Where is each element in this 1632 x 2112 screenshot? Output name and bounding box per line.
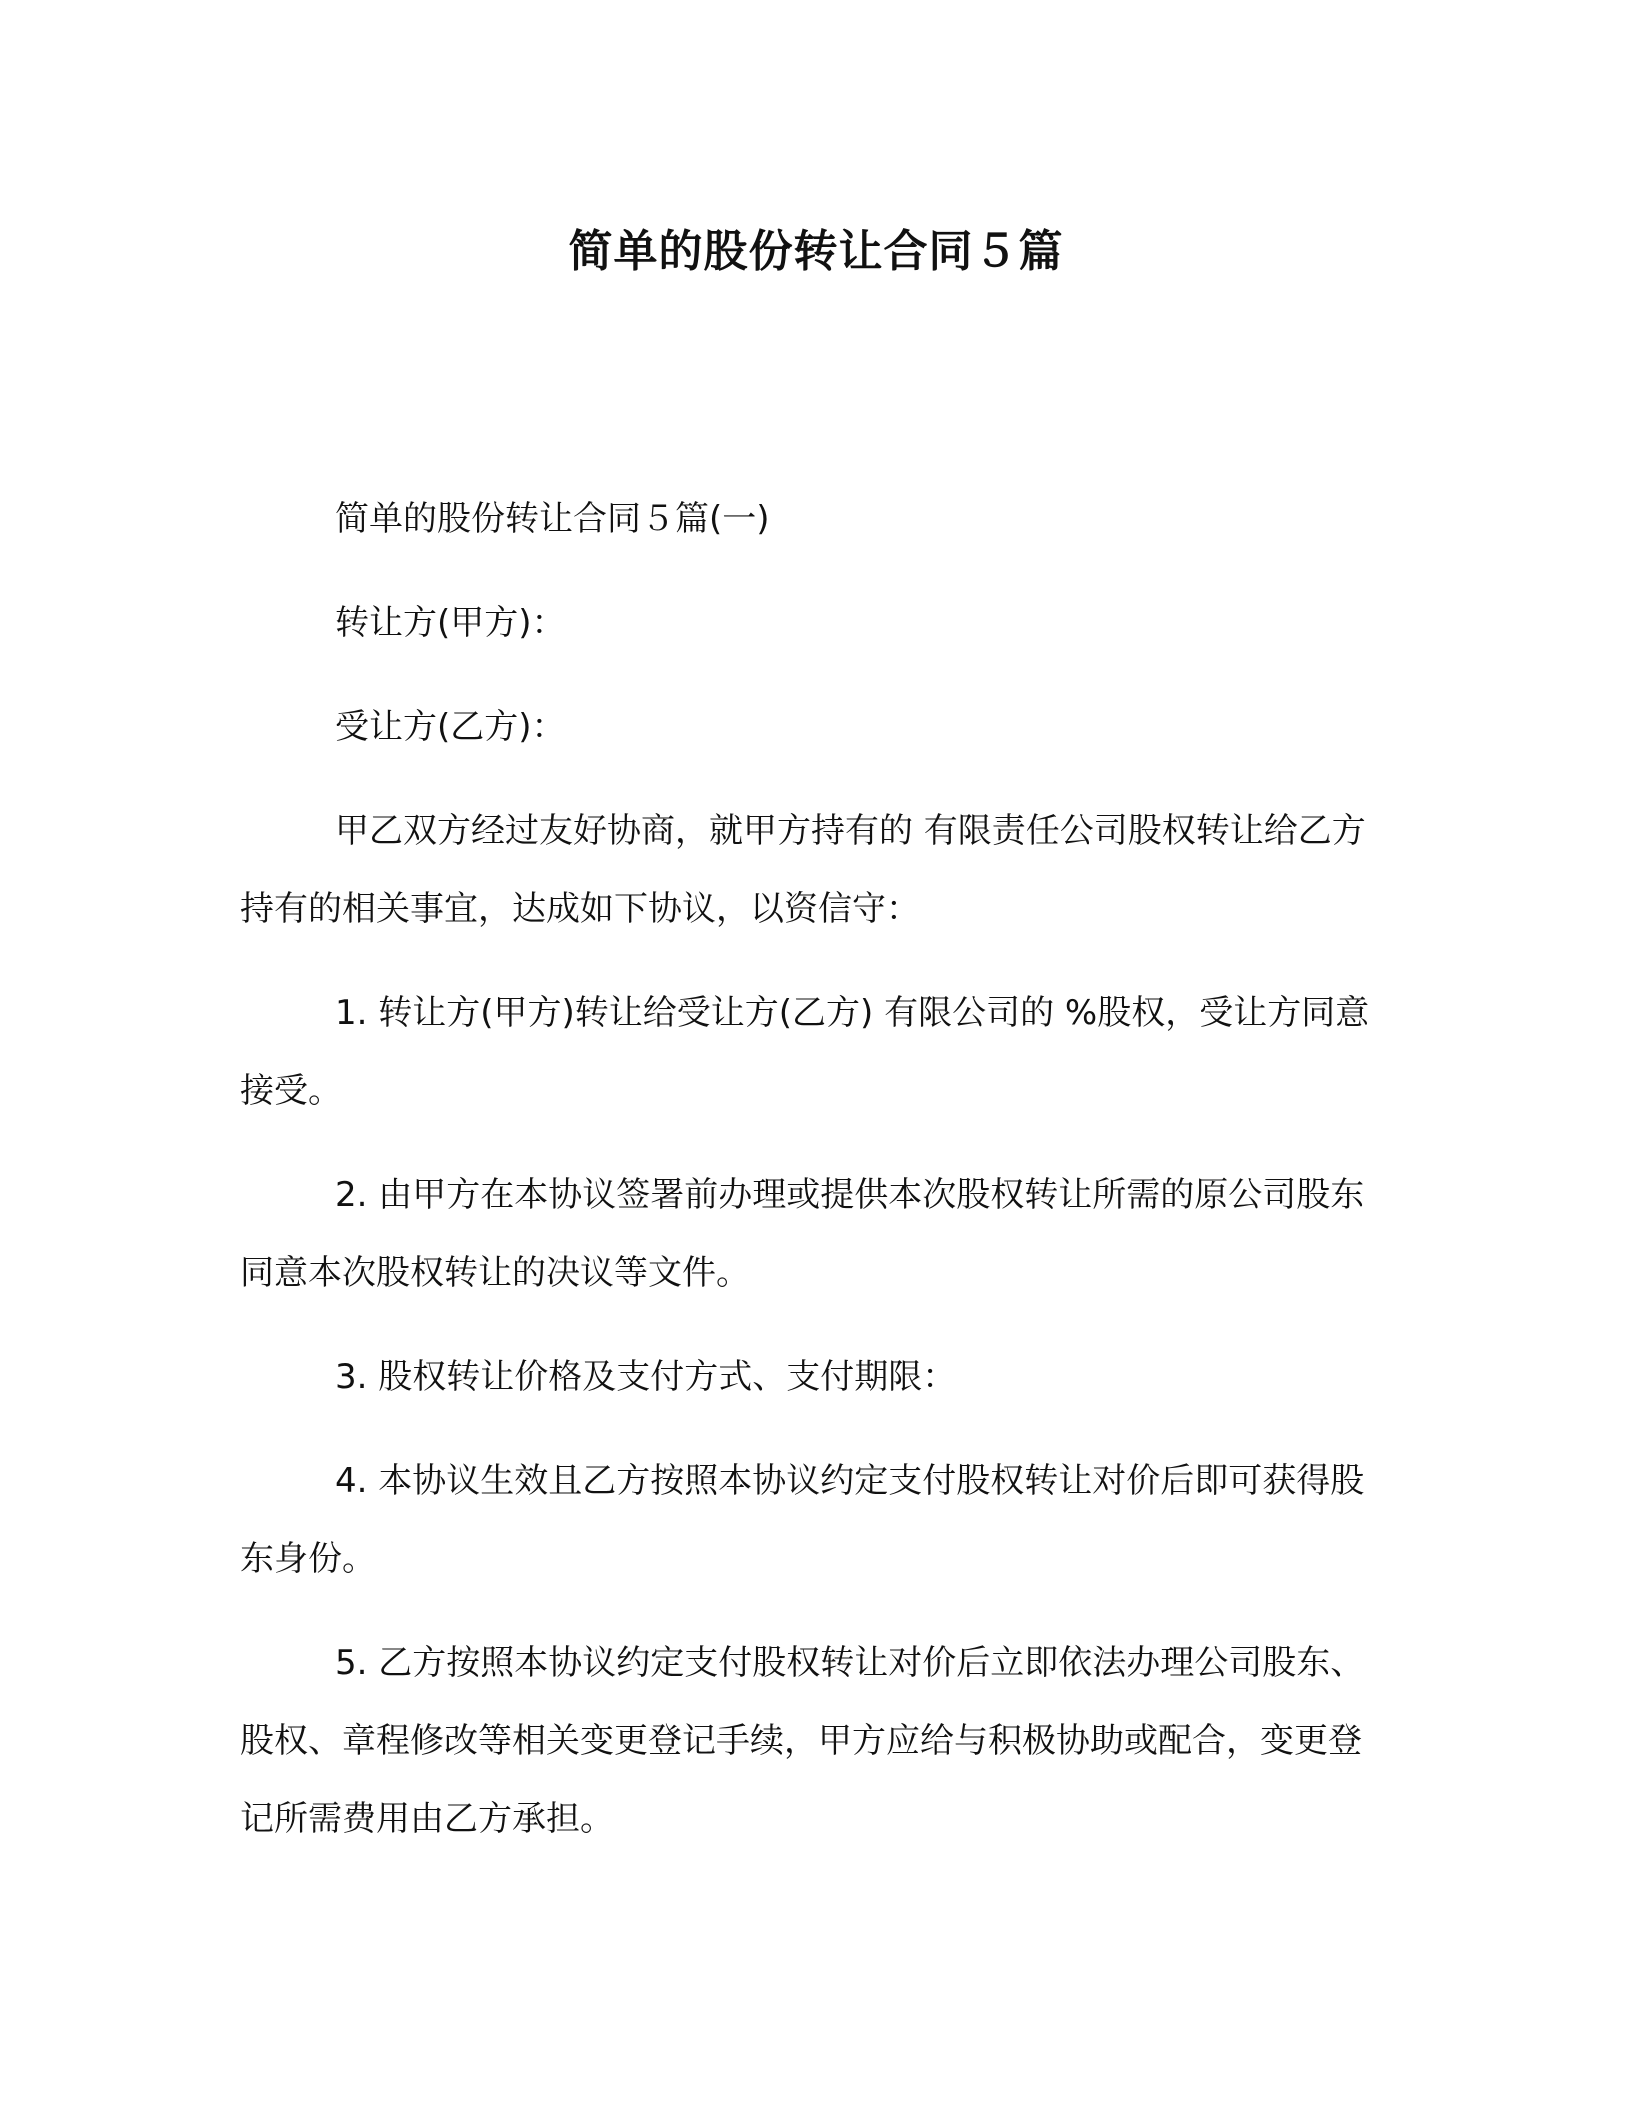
paragraph-preamble: 甲乙双方经过友好协商，就甲方持有的 有限责任公司股权转让给乙方持有的相关事宜，达成如下协议，以资信守： (240, 811, 1366, 929)
paragraph-clause-4: 4. 本协议生效且乙方按照本协议约定支付股权转让对价后即可获得股东身份。 (240, 1461, 1365, 1579)
paragraph-clause-5: 5. 乙方按照本协议约定支付股权转让对价后立即依法办理公司股东、股权、章程修改等相关变更登记手续，甲方应给与积极协助或配合，变更登记所需费用由乙方承担。 (240, 1643, 1365, 1839)
document-title: 简单的股份转让合同５篇 (568, 226, 1064, 277)
paragraph-clause-3: 3. 股权转让价格及支付方式、支付期限： (335, 1357, 957, 1397)
paragraph-clause-2: 2. 由甲方在本协议签署前办理或提供本次股权转让所需的原公司股东同意本次股权转让的决议等文件。 (240, 1175, 1365, 1293)
document-body (240, 480, 1390, 1884)
paragraph-section-heading: 简单的股份转让合同５篇(一) (335, 499, 770, 539)
paragraph-transferor: 转让方(甲方)： (335, 603, 566, 643)
paragraph-transferee: 受让方(乙方)： (335, 707, 566, 747)
paragraph-clause-1: 1. 转让方(甲方)转让给受让方(乙方) 有限公司的 %股权，受让方同意接受。 (240, 993, 1370, 1111)
